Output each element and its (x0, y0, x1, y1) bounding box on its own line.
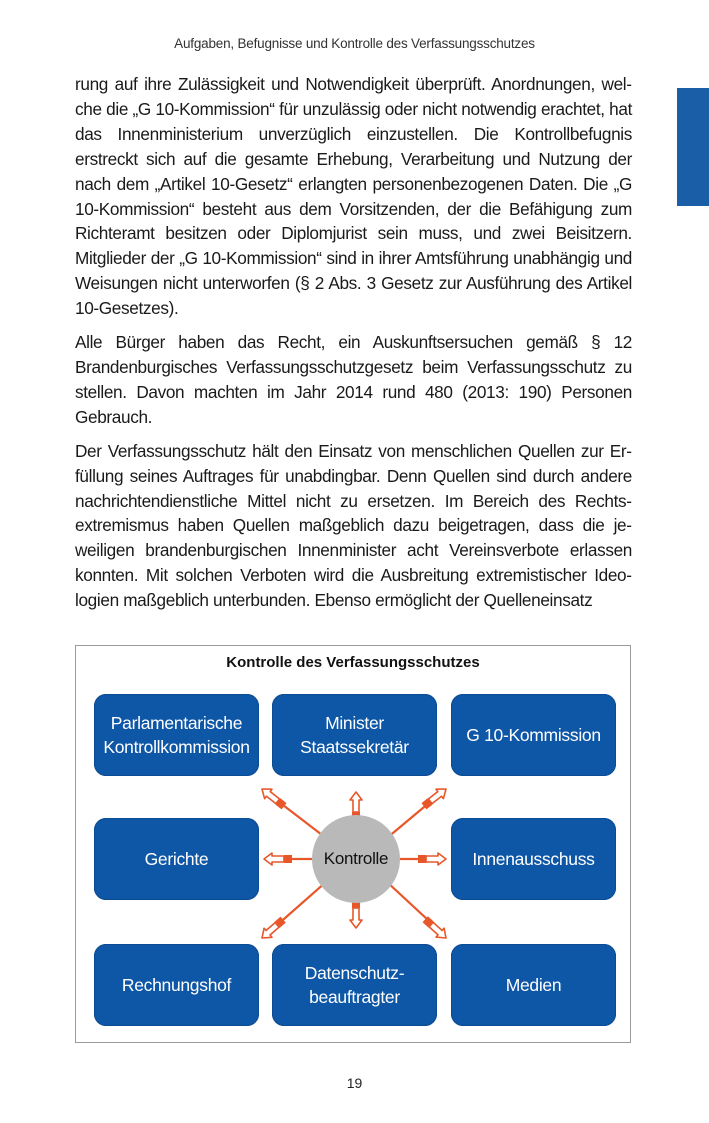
box-interior-committee: Innenausschuss (451, 818, 616, 900)
hand-top-left-icon (258, 784, 287, 811)
box-g10-commission: G 10-Kommission (451, 694, 616, 776)
box-data-protection-officer: Datenschutz- beauftragter (272, 944, 437, 1026)
box-parliamentary-commission: Parlamentarische Kontrollkommission (94, 694, 259, 776)
box-courts: Gerichte (94, 818, 259, 900)
paragraph-2: Alle Bürger haben das Recht, ein Auskunftsersuchen gemäß § 12 Brandenburgisches Verfassungsschutzgesetz beim Verfassungsschutz zu stellen. Davon machten im Jahr 2014 rund 480 (2013: 190) Personen Gebrauch. (75, 332, 632, 427)
body-text (75, 72, 632, 622)
box-minister: Minister Staatssekretär (272, 694, 437, 776)
center-control-circle: Kontrolle (312, 815, 400, 903)
box-audit-office: Rechnungshof (94, 944, 259, 1026)
chapter-thumb-tab (677, 88, 709, 206)
box-media: Medien (451, 944, 616, 1026)
hand-middle-right-icon (418, 853, 446, 865)
paragraph-3: Der Verfassungsschutz hält den Einsatz von menschlichen Quellen zur Erfüllung seines Auftrages für unabdingbar. Denn Quellen sind durch andere nachrichtendienstliche Mittel nicht zu ersetzen. Im Bereich des Rechtsextremismus haben Quellen maßgeblich dazu beigetragen, dass die jeweiligen brandenburgischen Innenminister acht Vereinsverbote erlassen konnten. Mit solchen Verboten wird die Ausbreitung extremistischer Ideologien maßgeblich unterbunden. Ebenso ermöglicht der Quelleneinsatz (75, 440, 632, 611)
control-diagram (75, 645, 631, 1043)
hand-top-right-icon (420, 784, 449, 811)
diagram-title: Kontrolle des Verfassungsschutzes (226, 654, 480, 671)
running-head: Aufgaben, Befugnisse und Kontrolle des Verfassungsschutzes (174, 36, 535, 51)
hand-middle-left-icon (264, 853, 292, 865)
paragraph-1: rung auf ihre Zulässigkeit und Notwendigkeit überprüft. Anordnungen, welche die „G 10-Kommission“ für unzulässig oder nicht notwendig erachtet, hat das Innenministerium unverzüglich einzustellen. Die Kontrollbefugnis erstreckt sich auf die gesamte Erhebung, Verarbeitung und Nutzung der nach dem „Artikel 10-Gesetz“ erlangten personenbezogenen Daten. Die „G 10-Kommission“ besteht aus dem Vorsitzenden, der die Befähigung zum Richteramt besitzen oder Diplomjurist sein muss, und zwei Beisitzern. Mitglieder der „G 10-Kommission“ sind in ihrer Amtsführung unabhängig und Weisungen nicht unterworfen (§ 2 Abs. 3 Gesetz zur Ausführung des Artikel 10-Gesetzes). (75, 74, 632, 319)
page-number: 19 (346, 1075, 363, 1091)
hand-bottom-center-icon (350, 900, 362, 928)
hand-bottom-left-icon (258, 915, 287, 942)
hand-bottom-right-icon (421, 915, 450, 943)
